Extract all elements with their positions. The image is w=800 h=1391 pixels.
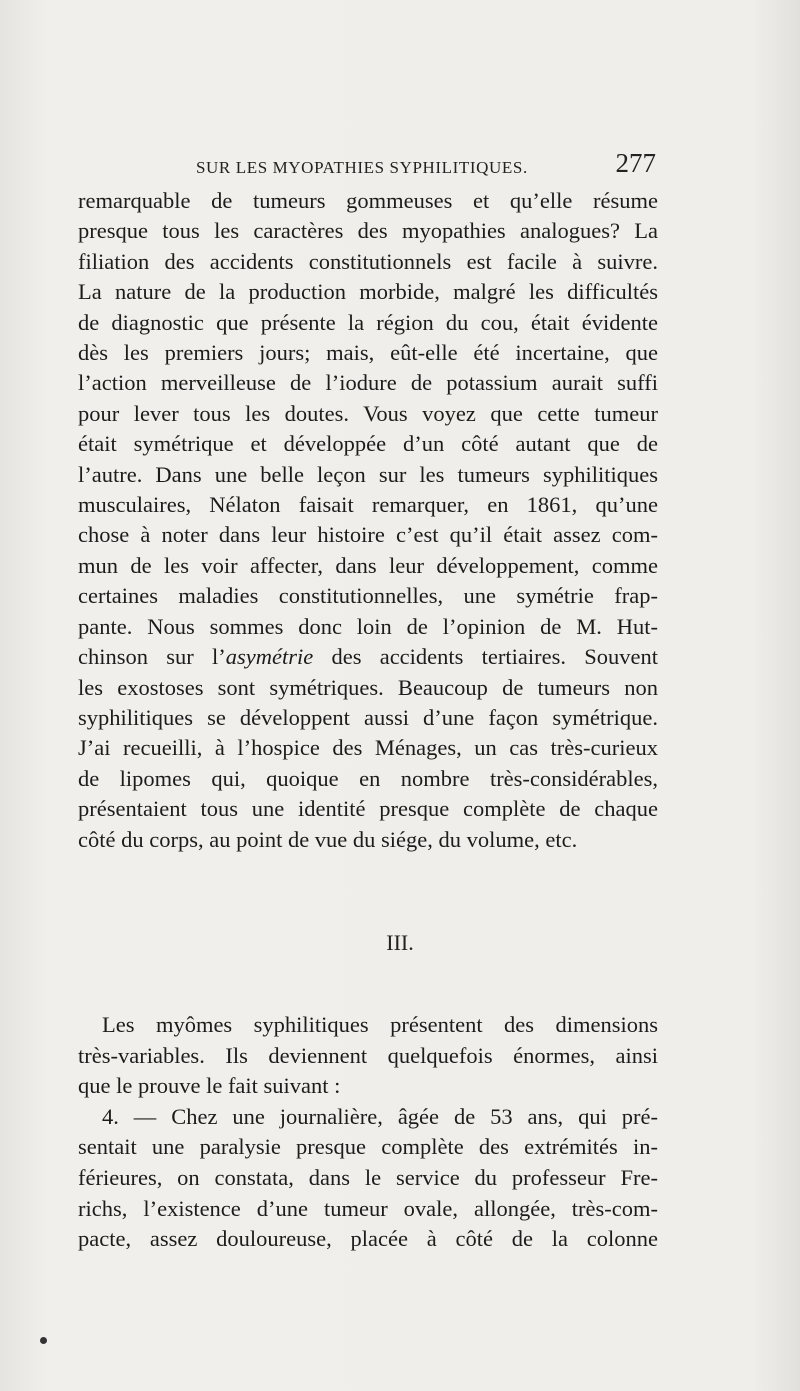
text-line: présentaient tous une identité presque complète de chaque (78, 796, 658, 822)
text-line: les exostoses sont symétriques. Beaucoup de tumeurs non (78, 674, 658, 700)
text-line: Les myômes syphilitiques présentent des dimensions (102, 1012, 658, 1037)
paragraph-1 (78, 186, 658, 855)
text-line: de lipomes qui, quoique en nombre très-considérables, (78, 765, 658, 791)
page-number: 277 (615, 148, 656, 178)
text-line: J’ai recueilli, à l’hospice des Ménages, un cas très-curieux (78, 735, 658, 761)
text-line: syphilitiques se développent aussi d’une façon symétrique. (78, 704, 658, 730)
text-line: était symétrique et développée d’un côté autant que de (78, 431, 658, 457)
text-line: férieures, on constata, dans le service du professeur Fre- (78, 1164, 658, 1190)
text-line-with-italic (78, 642, 658, 672)
text-line: que le prouve le fait suivant : (78, 1073, 341, 1099)
running-title: SUR LES MYOPATHIES SYPHILITIQUES. (196, 158, 528, 177)
text-line: pacte, assez douloureuse, placée à côté de la colonne (78, 1226, 658, 1252)
text-line: La nature de la production morbide, malgré les difficultés (78, 279, 658, 305)
text-line: chose à noter dans leur histoire c’est qu’il était assez com- (78, 522, 658, 548)
paragraph-2 (78, 1010, 658, 1255)
text-line: remarquable de tumeurs gommeuses et qu’elle résume (78, 188, 658, 213)
ink-spot (40, 1337, 47, 1344)
text-line: filiation des accidents constitutionnels est facile à suivre. (78, 248, 658, 274)
text-line: 4. — Chez une journalière, âgée de 53 ans, qui pré- (102, 1103, 658, 1129)
text-line: très-variables. Ils deviennent quelquefois énormes, ainsi (78, 1042, 658, 1068)
text-run: des accidents tertiaires. Souvent (313, 644, 658, 670)
section-heading: III. (386, 930, 414, 955)
text-line: mun de les voir affecter, dans leur développement, comme (78, 552, 658, 578)
page-header (196, 148, 656, 188)
text-line: l’action merveilleuse de l’iodure de potassium aurait suffi (78, 370, 658, 396)
text-line: sentait une paralysie presque complète des extrémités in- (78, 1134, 658, 1160)
text-line: pante. Nous sommes donc loin de l’opinion de M. Hut- (78, 613, 658, 639)
text-line: presque tous les caractères des myopathies analogues? La (78, 218, 658, 244)
text-line: côté du corps, au point de vue du siége, du volume, etc. (78, 826, 578, 852)
text-line: dès les premiers jours; mais, eût-elle été incertaine, que (78, 340, 658, 366)
text-line: musculaires, Nélaton faisait remarquer, en 1861, qu’une (78, 492, 658, 518)
text-line: richs, l’existence d’une tumeur ovale, allongée, très-com- (78, 1195, 658, 1221)
text-line: certaines maladies constitutionnelles, une symétrie frap- (78, 583, 658, 609)
italic-term: asymétrie (225, 644, 314, 670)
text-line: de diagnostic que présente la région du cou, était évidente (78, 309, 658, 335)
text-line: l’autre. Dans une belle leçon sur les tumeurs syphilitiques (78, 461, 658, 487)
text-run: chinson sur l’ (78, 644, 226, 670)
text-line: pour lever tous les doutes. Vous voyez que cette tumeur (78, 400, 658, 426)
